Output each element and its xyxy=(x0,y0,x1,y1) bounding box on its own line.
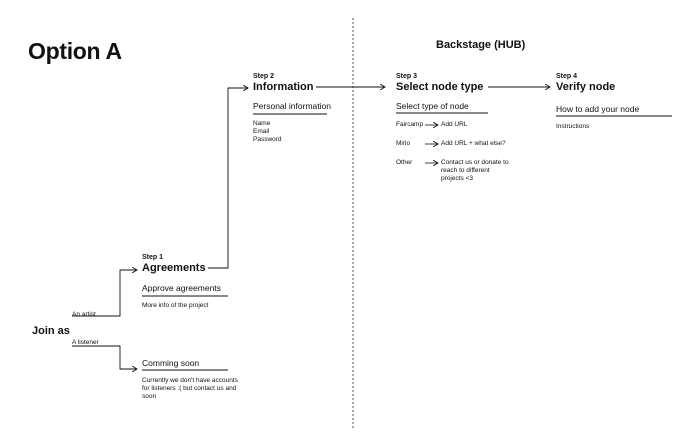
step2-label: Step 2 xyxy=(253,73,275,80)
option-other-action: Contact us or donate to reach to different projects <3 xyxy=(441,159,509,182)
listener-option: A listener xyxy=(72,339,99,346)
step2-subtitle: Personal information xyxy=(253,101,331,111)
join-as-label: Join as xyxy=(32,325,70,337)
step4-detail: Instructions xyxy=(556,123,590,130)
step4-label: Step 4 xyxy=(556,73,578,80)
option-faircamp-action: Add URL xyxy=(441,121,468,128)
option-mirlo-action: Add URL + what else? xyxy=(441,140,506,147)
artist-branch-line xyxy=(72,270,137,316)
step2-title: Information xyxy=(253,81,314,93)
hub-label: Backstage (HUB) xyxy=(436,39,526,51)
field-password: Password xyxy=(253,136,282,143)
listener-branch-line xyxy=(72,346,137,369)
step1-subtitle: Approve agreements xyxy=(142,283,221,293)
step3-subtitle: Select type of node xyxy=(396,101,469,111)
step3-label: Step 3 xyxy=(396,73,418,80)
field-email: Email xyxy=(253,128,270,135)
listener-subtitle: Comming soon xyxy=(142,358,200,368)
step1-title: Agreements xyxy=(142,262,206,274)
option-mirlo: Mirlo xyxy=(396,140,411,147)
step1-detail: More info of the project xyxy=(142,302,209,309)
step3-title: Select node type xyxy=(396,81,484,93)
artist-option: An artist xyxy=(72,311,96,318)
page-title: Option A xyxy=(28,38,122,64)
listener-detail: Currently we don't have accounts for listeners :( but contact us and soon xyxy=(142,377,238,400)
option-other: Other xyxy=(396,159,413,166)
step4-subtitle: How to add your node xyxy=(556,104,640,114)
step4-title: Verify node xyxy=(556,81,616,93)
field-name: Name xyxy=(253,120,271,127)
step1-label: Step 1 xyxy=(142,254,164,261)
step1-to-step2-line xyxy=(208,88,248,268)
option-faircamp: Faircamp xyxy=(396,121,424,128)
